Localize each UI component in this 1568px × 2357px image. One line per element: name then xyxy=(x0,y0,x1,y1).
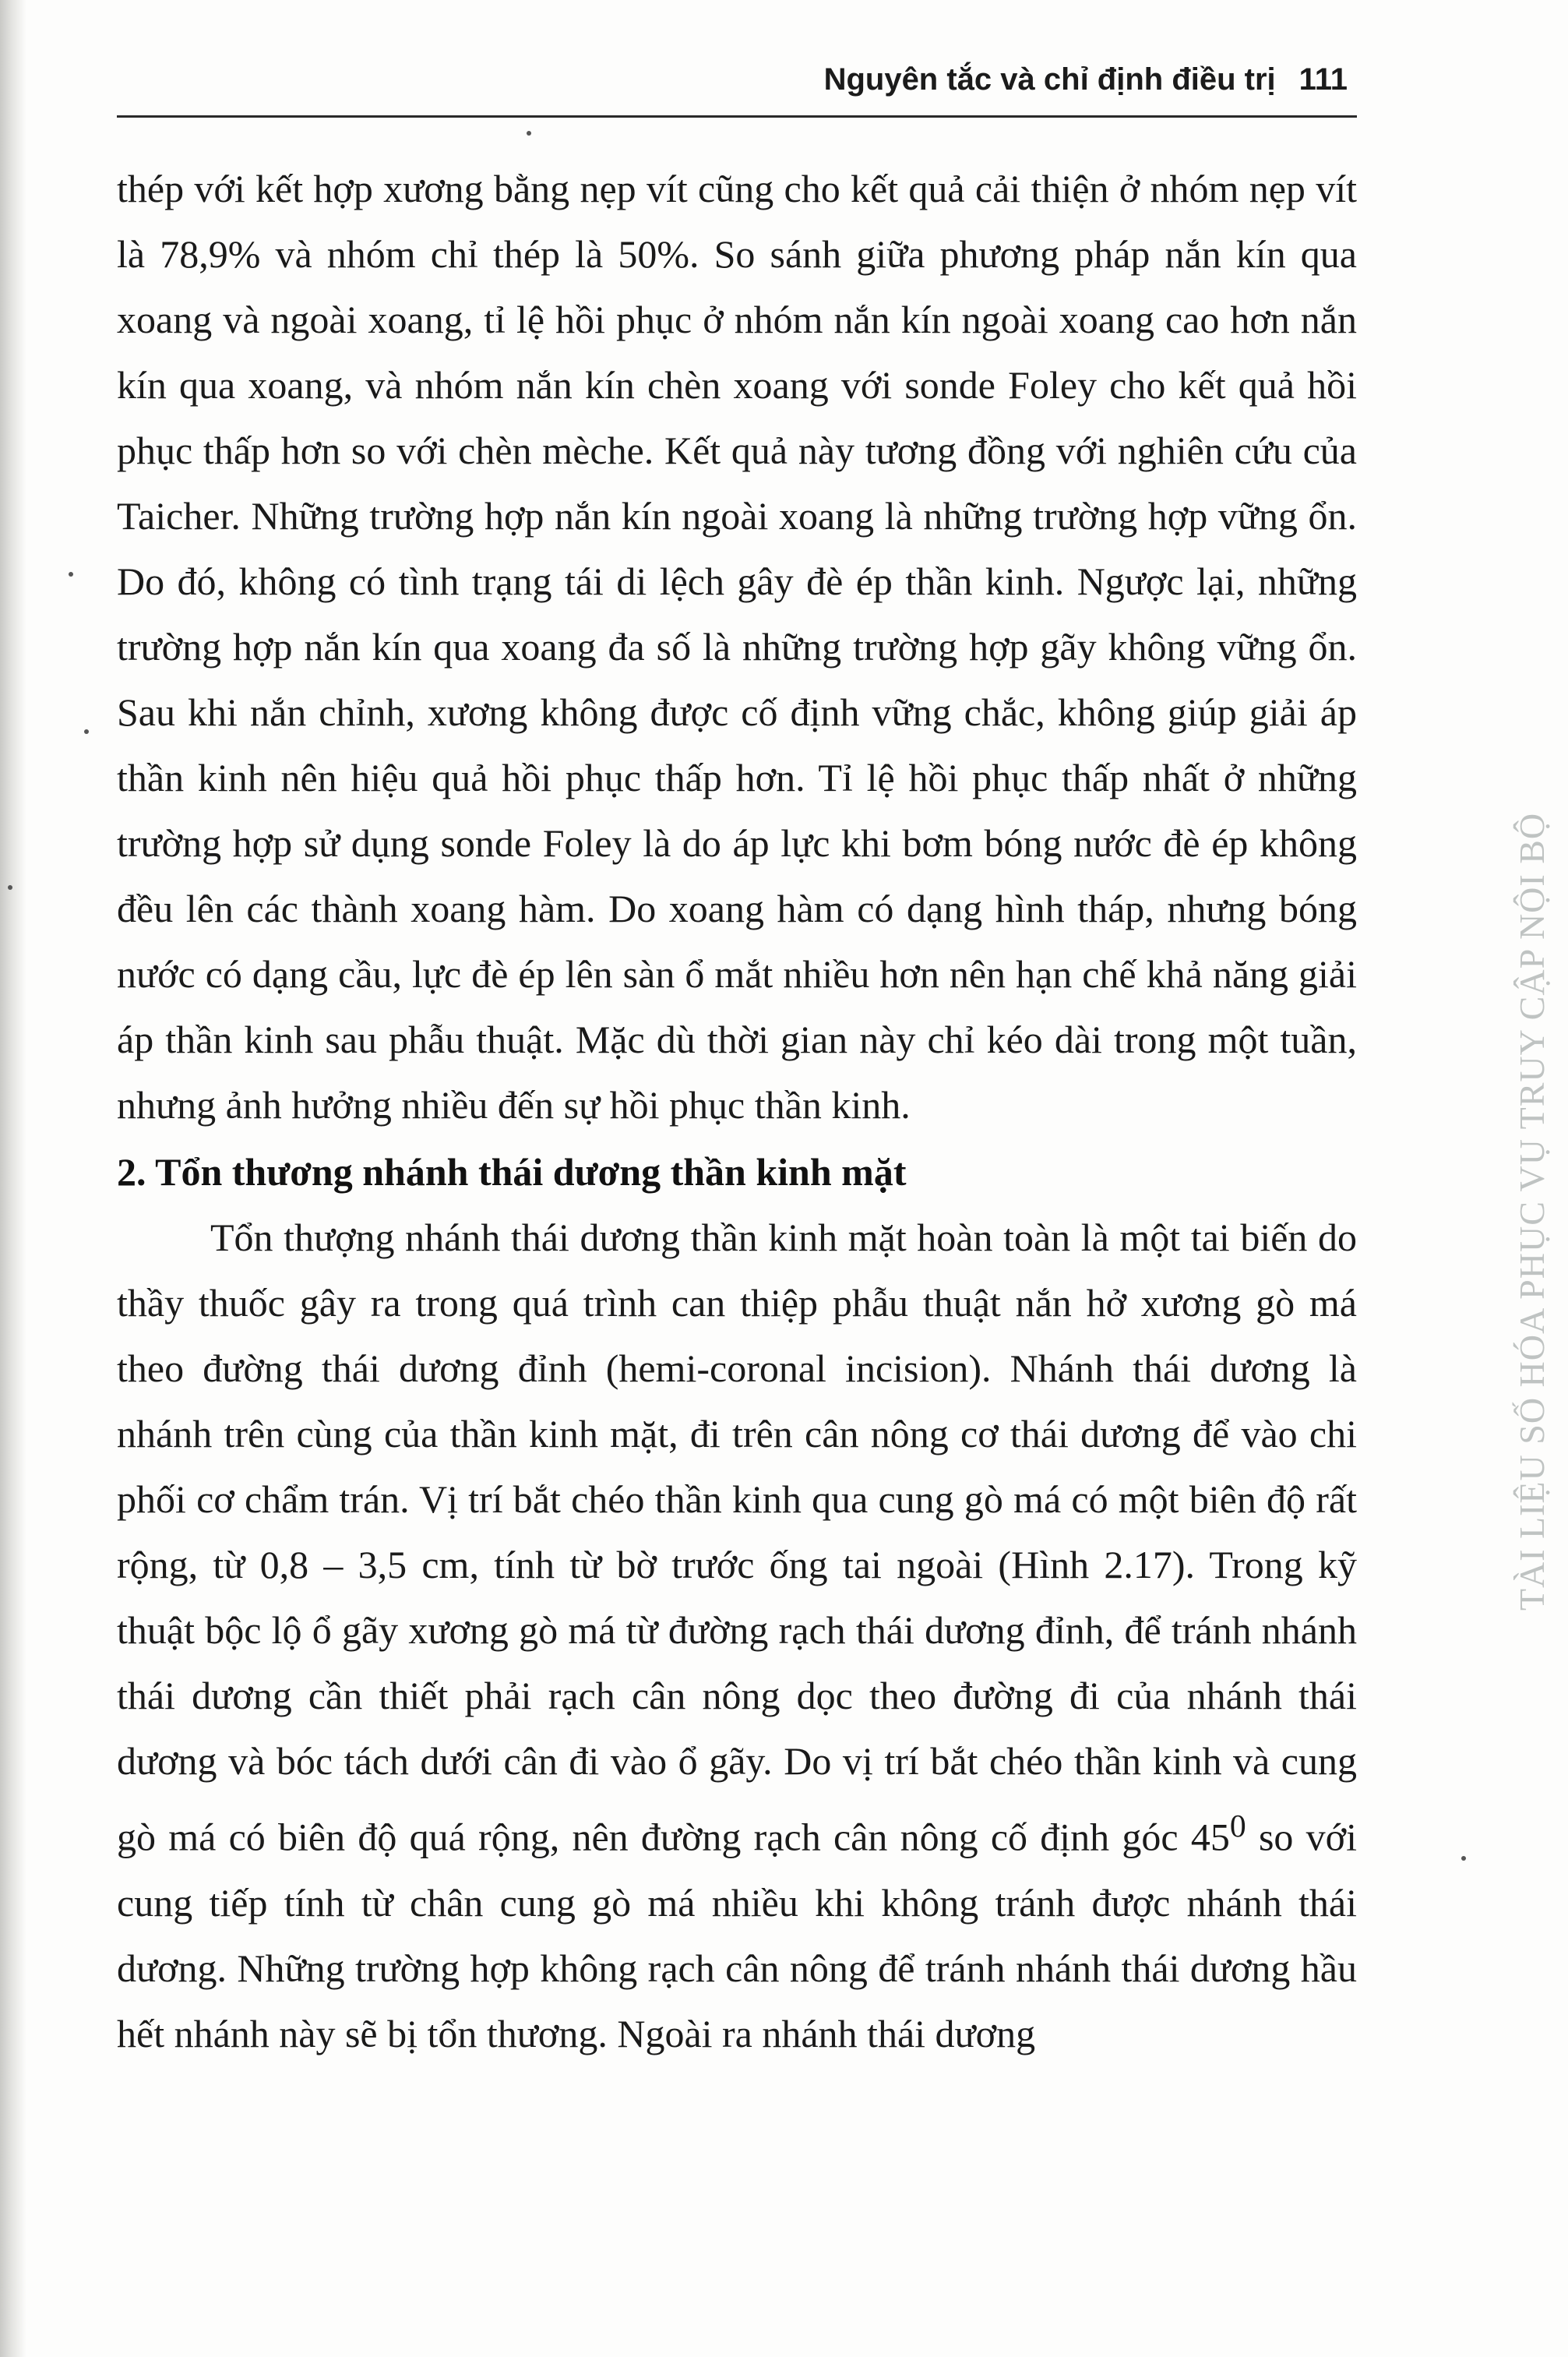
scan-speck xyxy=(69,572,73,577)
paragraph-2-part-1: Tổn thượng nhánh thái dương thần kinh mặt hoàn toàn là một tai biến do thầy thuốc gây ra trong quá trình can thiệp phẫu thuật nắn hở xương gò má theo đường thái dương đỉnh (hemi-coronal incision). Nhánh thái dương là nhánh trên cùng của thần kinh mặt, đi trên cân nông cơ thái dương để vào chi phối cơ chẩm trán. Vị trí bắt chéo thần kinh qua cung gò má có một biên độ rất rộng, từ 0,8 – 3,5 cm, tính từ bờ trước ống tai ngoài (Hình 2.17). Trong kỹ thuật bộc lộ ổ gãy xương gò má từ đường rạch thái dương đỉnh, để tránh nhánh thái dương cần thiết phải rạch cân nông dọc theo đường đi của nhánh thái dương và bóc tách dưới cân đi vào ổ gãy. Do vị trí bắt chéo thần kinh và cung gò má có biên độ quá rộng, nên đường rạch cân nông cố định góc 45 xyxy=(117,1216,1357,1859)
paragraph-2-part-2: so với cung tiếp tính từ chân cung gò má nhiều khi không tránh được nhánh thái dương. Những trường hợp không rạch cân nông để tránh nhánh thái dương hầu hết nhánh này sẽ bị tổn thương. Ngoài ra nhánh thái dương xyxy=(117,1815,1357,2055)
page-number: 111 xyxy=(1298,62,1348,97)
header-rule xyxy=(117,115,1357,118)
paragraph-2 xyxy=(117,1205,1357,2066)
scan-speck xyxy=(8,885,12,890)
paragraph-1: thép với kết hợp xương bằng nẹp vít cũng cho kết quả cải thiện ở nhóm nẹp vít là 78,9% và nhóm chỉ thép là 50%. So sánh giữa phương pháp nắn kín qua xoang và ngoài xoang, tỉ lệ hồi phục ở nhóm nắn kín ngoài xoang cao hơn nắn kín qua xoang, và nhóm nắn kín chèn xoang với sonde Foley cho kết quả hồi phục thấp hơn so với chèn mèche. Kết quả này tương đồng với nghiên cứu của Taicher. Những trường hợp nắn kín ngoài xoang là những trường hợp vững ổn. Do đó, không có tình trạng tái di lệch gây đè ép thần kinh. Ngược lại, những trường hợp nắn kín qua xoang đa số là những trường hợp gãy không vững ổn. Sau khi nắn chỉnh, xương không được cố định vững chắc, không giúp giải áp thần kinh nên hiệu quả hồi phục thấp hơn. Tỉ lệ hồi phục thấp nhất ở những trường hợp sử dụng sonde Foley là do áp lực khi bơm bóng nước đè ép không đều lên các thành xoang hàm. Do xoang hàm có dạng hình tháp, nhưng bóng nước có dạng cầu, lực đè ép lên sàn ổ mắt nhiều hơn nên hạn chế khả năng giải áp thần kinh sau phẫu thuật. Mặc dù thời gian này chỉ kéo dài trong một tuần, nhưng ảnh hưởng nhiều đến sự hồi phục thần kinh. xyxy=(117,167,1357,1127)
scan-speck xyxy=(1461,1856,1466,1861)
header-title: Nguyên tắc và chỉ định điều trị xyxy=(823,62,1276,97)
section-heading: 2. Tổn thương nhánh thái dương thần kinh mặt xyxy=(117,1150,907,1194)
binding-shadow xyxy=(0,0,26,2357)
page-body xyxy=(117,156,1357,2066)
vertical-watermark: TÀI LIỆU SỐ HÓA PHỤC VỤ TRUY CẬP NỘI BỘ xyxy=(1512,812,1552,1611)
scan-speck xyxy=(527,131,531,136)
scan-speck xyxy=(84,729,89,734)
running-header xyxy=(740,62,1348,97)
degree-superscript: 0 xyxy=(1229,1808,1246,1844)
